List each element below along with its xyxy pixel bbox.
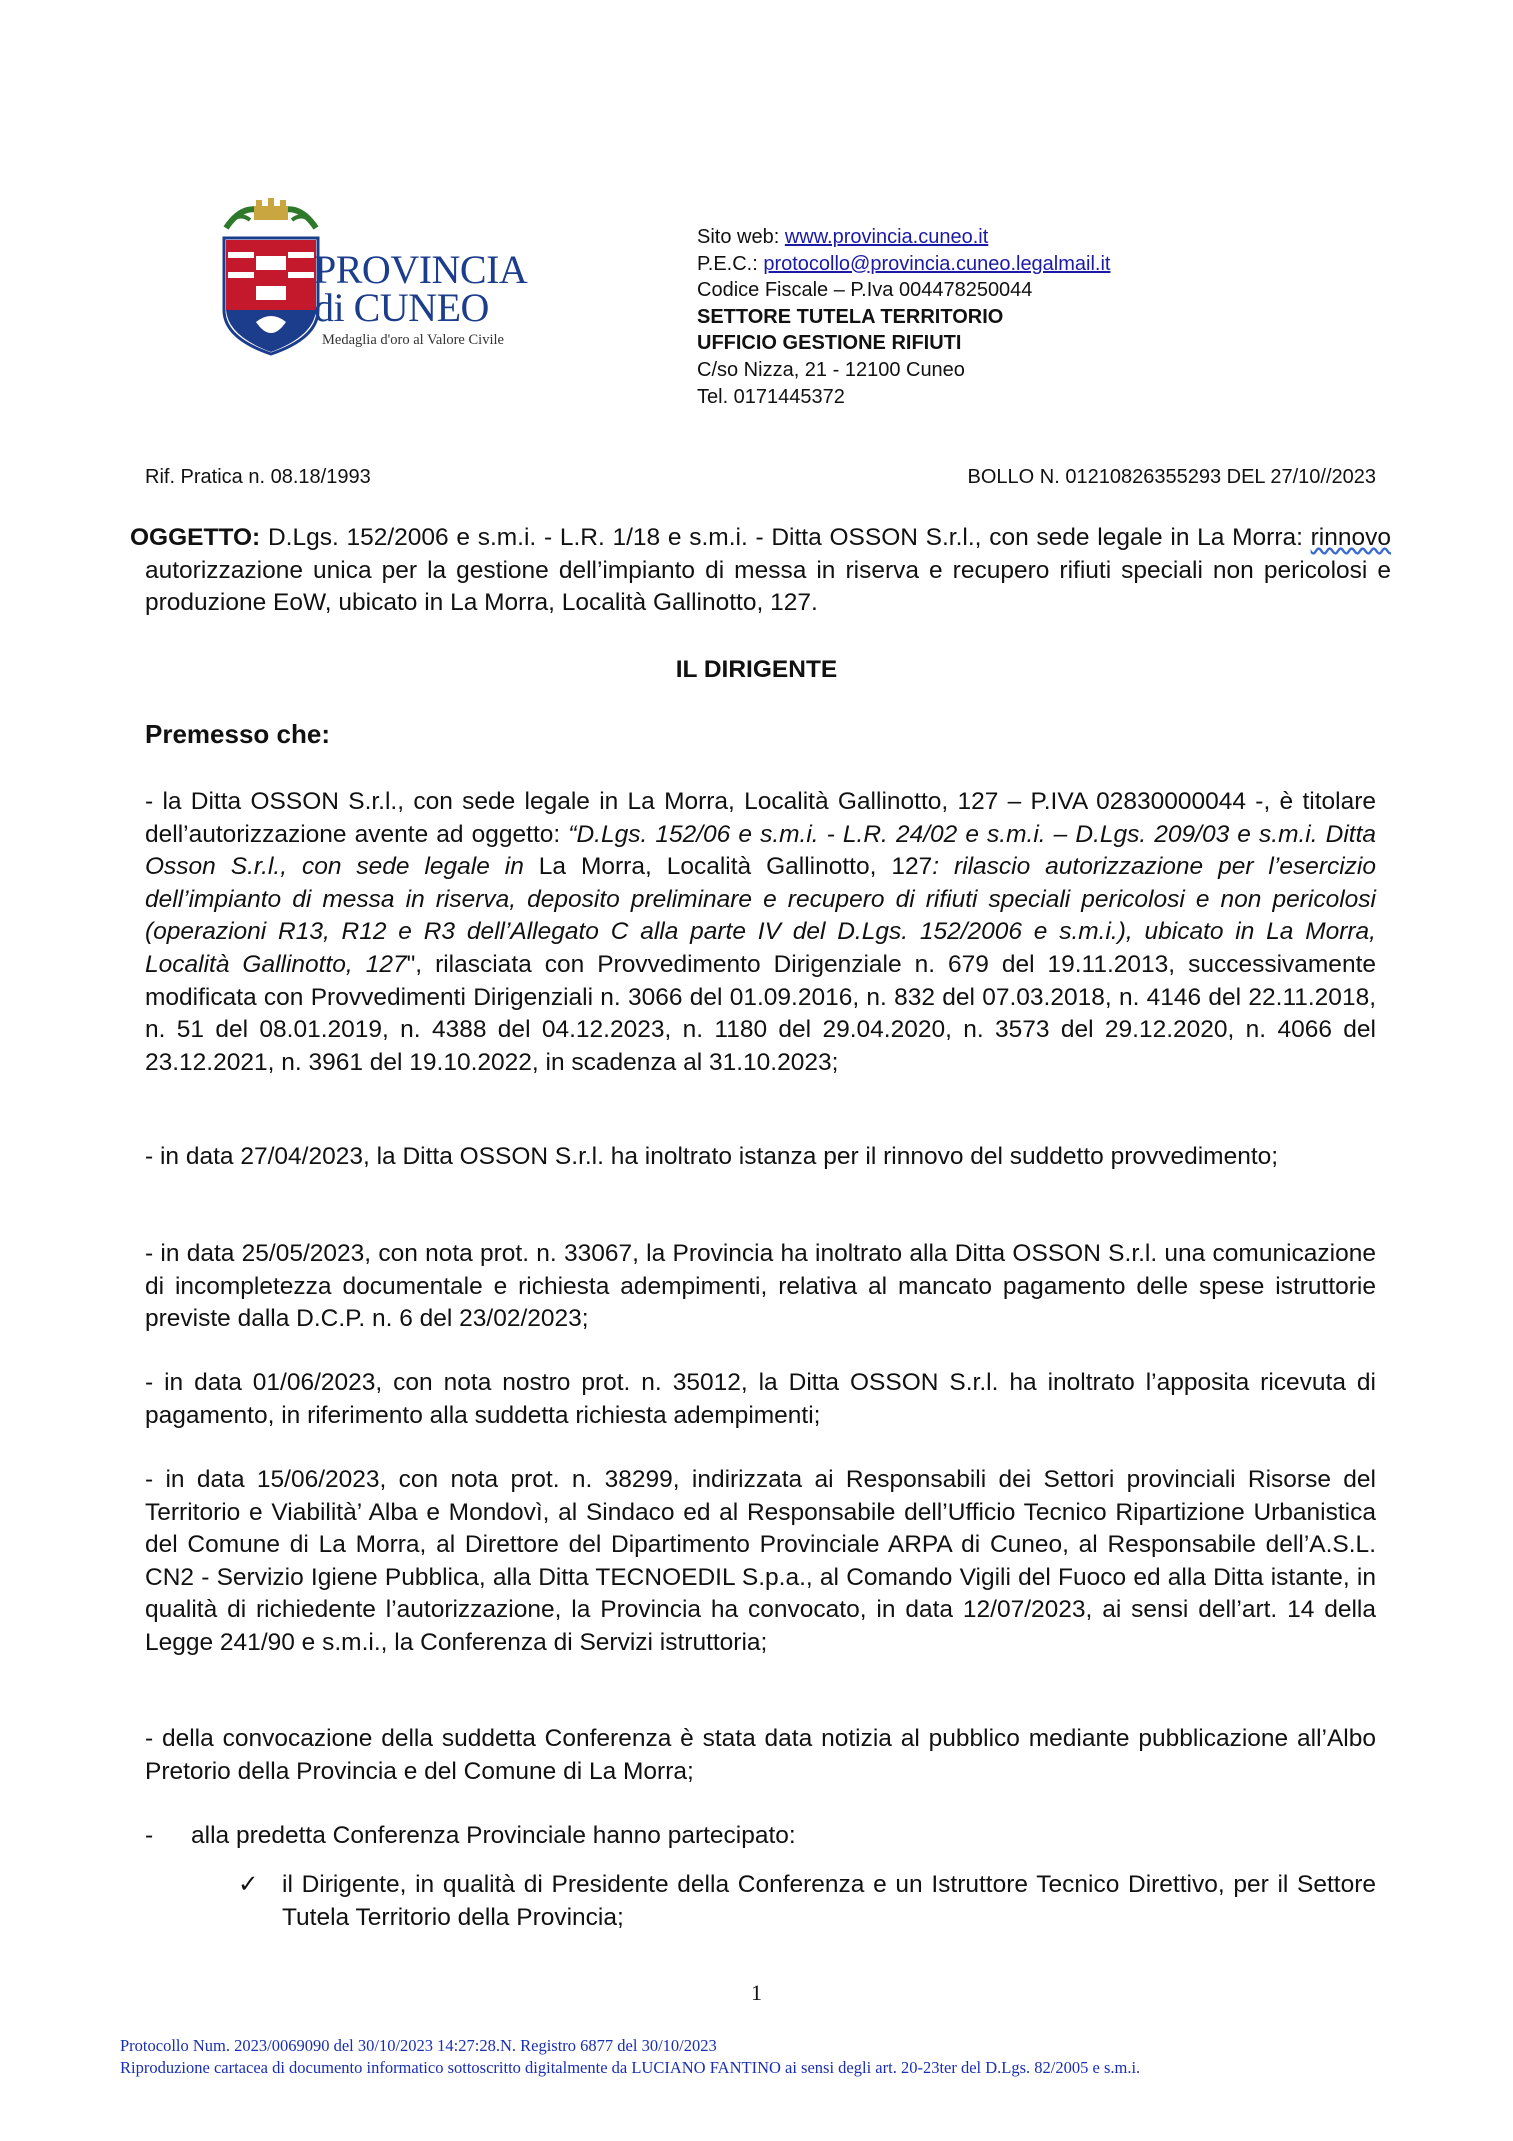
paragraph-7 (145, 1820, 1376, 1853)
telephone: Tel. 0171445372 (697, 385, 845, 408)
office-name: UFFICIO GESTIONE RIFIUTI (697, 332, 962, 355)
checklist-item-text: il Dirigente, in qualità di Presidente della Conferenza e un Istruttore Tecnico Direttivo, per il Settore Tutela Territorio della Provincia; (282, 1871, 1376, 1931)
coat-of-arms-icon (216, 198, 326, 358)
document-title: IL DIRIGENTE (675, 656, 838, 683)
list-dash: - (145, 1822, 154, 1849)
address: C/so Nizza, 21 - 12100 Cuneo (697, 358, 965, 381)
paragraph-4: - in data 01/06/2023, con nota nostro prot. n. 35012, la Ditta OSSON S.r.l. ha inoltrato l’apposita ricevuta di pagamento, in riferimento alla suddetta richiesta adempimenti; (145, 1369, 1376, 1429)
page-number: 1 (751, 1980, 762, 2005)
paragraph-3: - in data 25/05/2023, con nota prot. n. 33067, la Provincia ha inoltrato alla Ditta OSSON S.r.l. una comunicazione di incompletezza documentale e richiesta adempimenti, relativa al mancato pagamento delle spese istruttorie previste dalla D.C.P. n. 6 del 23/02/2023; (145, 1240, 1376, 1333)
contact-block (697, 224, 1110, 410)
website-link[interactable]: www.provincia.cuneo.it (784, 226, 989, 248)
checklist-item (238, 1869, 1376, 1934)
province-logo (216, 198, 546, 358)
signature-footer: Riproduzione cartacea di documento informatico sottoscritto digitalmente da LUCIANO FANTINO ai sensi degli art. 20-23ter del D.Lgs. 82/2005 e s.m.i. (120, 2058, 1141, 2077)
subject-label: OGGETTO: (130, 524, 261, 551)
logo-tagline: Medaglia d'oro al Valore Civile (322, 332, 504, 348)
pec-line (697, 251, 1110, 278)
protocol-footer: Protocollo Num. 2023/0069090 del 30/10/2023 14:27:28.N. Registro 6877 del 30/10/2023 (120, 2036, 717, 2055)
section-heading: Premesso che: (145, 719, 330, 749)
stamp-number: BOLLO N. 01210826355293 DEL 27/10//2023 (967, 466, 1376, 488)
website-label: Sito web: (697, 226, 785, 248)
practice-reference: Rif. Pratica n. 08.18/1993 (145, 466, 371, 488)
paragraph-1-text-c: ", rilasciata con Provvedimento Dirigenziale n. 679 del 19.11.2013, successivamente modificata con Provvedimenti Dirigenziali n. 3066 del 01.09.2016, n. 832 del 07.03.2018, n. 4146 del 22.11.2018, n. 51 del 08.01.2019, n. 4388 del 04.12.2023, n. 1180 del 29.04.2020, n. 3573 del 29.12.2020, n. 4066 del 23.12.2021, n. 3961 del 19.10.2022, in scadenza al 31.10.2023; (145, 950, 1376, 1076)
paragraph-2: - in data 27/04/2023, la Ditta OSSON S.r.l. ha inoltrato istanza per il rinnovo del suddetto provvedimento; (145, 1143, 1279, 1170)
logo-name-line2: di CUNEO (314, 285, 489, 330)
checkmark-icon: ✓ (238, 1871, 259, 1898)
pec-label: P.E.C.: (697, 252, 764, 275)
paragraph-1-text-a: - la Ditta OSSON S.r.l., con sede legale in La Morra, Località Gallinotto, 127 – P.IVA 02830000044 -, è titolare dell’autorizzazione avente ad oggetto: (145, 788, 1376, 848)
paragraph-6: - della convocazione della suddetta Conferenza è stata data notizia al pubblico mediante pubblicazione all’Albo Pretorio della Provincia e del Comune di La Morra; (145, 1725, 1376, 1785)
tax-code: Codice Fiscale – P.Iva 004478250044 (697, 279, 1033, 302)
paragraph-1-italic-a: “D.Lgs. 152/06 e s.m.i. - L.R. 24/02 e s.m.i. – D.Lgs. 209/03 e s.m.i. Ditta Osson S.r.l., con sede legale in (145, 820, 1376, 881)
subject-text-b: autorizzazione unica per la gestione dell’impianto di messa in riserva e recupero rifiuti speciali non pericolosi e produzione EoW, ubicato in La Morra, Località Gallinotto, 127. (145, 556, 1391, 617)
logo-name-line1: PROVINCIA (314, 247, 528, 292)
paragraph-5: - in data 15/06/2023, con nota prot. n. 38299, indirizzata ai Responsabili dei Settori provinciali Risorse del Territorio e Viabilità’ Alba e Mondovì, al Sindaco ed al Responsabile dell’Ufficio Tecnico Ripartizione Urbanistica del Comune di La Morra, al Direttore del Dipartimento Provinciale ARPA di Cuneo, al Responsabile dell’A.S.L. CN2 - Servizio Igiene Pubblica, alla Ditta TECNOEDIL S.p.a., al Comando Vigili del Fuoco ed alla Ditta istante, in qualità di richiedente l’autorizzazione, la Provincia ha convocato, in data 12/07/2023, ai sensi dell’art. 14 della Legge 241/90 e s.m.i., la Conferenza di Servizi istruttoria; (145, 1466, 1376, 1656)
department-name: SETTORE TUTELA TERRITORIO (697, 305, 1004, 328)
pec-link[interactable]: protocollo@provincia.cuneo.legalmail.it (763, 252, 1111, 275)
subject-text-a: D.Lgs. 152/2006 e s.m.i. - L.R. 1/18 e s.m.i. - Ditta OSSON S.r.l., con sede legale in La Morra: (260, 524, 1311, 551)
paragraph-1 (145, 786, 1376, 1079)
paragraph-1-italic-b: : rilascio autorizzazione per l’esercizio dell’impianto di messa in riserva, deposito preliminare e recupero di rifiuti speciali pericolosi e non pericolosi (operazioni R13, R12 e R3 dell’Allegato C alla parte IV del D.Lgs. 152/2006 e s.m.i.), ubicato in La Morra, Località Gallinotto, 127 (145, 853, 1376, 978)
paragraph-7-text: alla predetta Conferenza Provinciale hanno partecipato: (191, 1822, 796, 1849)
subject-paragraph (130, 522, 1391, 620)
subject-text-underlined: rinnovo (1310, 524, 1391, 551)
paragraph-1-text-b: La Morra, Località Gallinotto, 127 (538, 853, 933, 881)
website-line (697, 224, 1110, 251)
